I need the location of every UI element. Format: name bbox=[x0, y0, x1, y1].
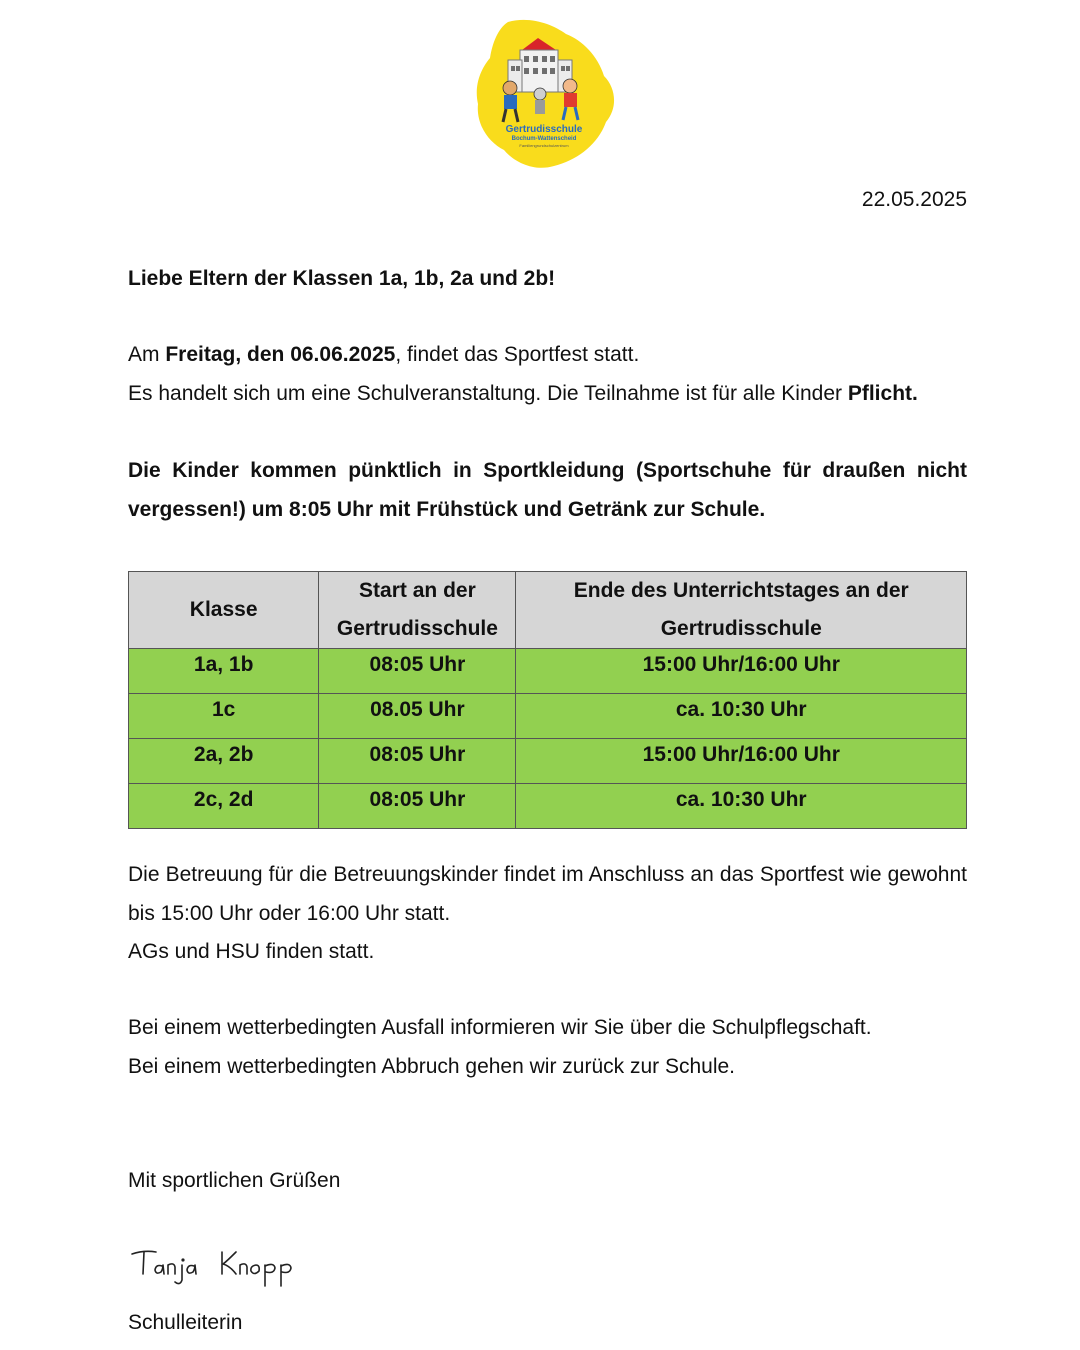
care-text: Die Betreuung für die Betreuungskinder findet im Anschluss an das Sportfest wie gewohnt bis 15:00 Uhr oder 16:00 Uhr statt. bbox=[128, 863, 967, 925]
ags-text: AGs und HSU finden statt. bbox=[128, 940, 375, 963]
intro-line-2: Es handelt sich um eine Schulveranstaltung. Die Teilnahme ist für alle Kinder Pflicht. bbox=[128, 381, 918, 405]
table-row bbox=[129, 739, 967, 784]
weather-line-1: Bei einem wetterbedingten Ausfall informieren wir Sie über die Schulpflegschaft. bbox=[128, 1016, 872, 1039]
svg-text:Familiengrundschulzentrum: Familiengrundschulzentrum bbox=[519, 143, 569, 148]
weather-paragraph bbox=[128, 1009, 967, 1086]
cell-start: 08:05 Uhr bbox=[319, 649, 516, 694]
svg-text:Bochum-Wattenscheid: Bochum-Wattenscheid bbox=[511, 136, 577, 142]
intro-paragraph bbox=[128, 336, 967, 413]
header-start: Start an der Gertrudisschule bbox=[319, 572, 516, 649]
header-class: Klasse bbox=[129, 572, 319, 649]
cell-end: 15:00 Uhr/16:00 Uhr bbox=[516, 739, 967, 784]
table-header-row bbox=[129, 572, 967, 649]
svg-text:Gertrudisschule: Gertrudisschule bbox=[505, 124, 583, 135]
letter-date: 22.05.2025 bbox=[861, 188, 967, 211]
greeting: Liebe Eltern der Klassen 1a, 1b, 2a und 2b! bbox=[128, 267, 556, 290]
cell-end: 15:00 Uhr/16:00 Uhr bbox=[516, 649, 967, 694]
signatory-role: Schulleiterin bbox=[128, 1311, 243, 1334]
instructions-paragraph: Die Kinder kommen pünktlich in Sportkleidung (Sportschuhe für draußen nicht vergessen!) um 8:05 Uhr mit Frühstück und Getränk zur Schule. bbox=[128, 459, 967, 521]
cell-class: 2c, 2d bbox=[129, 784, 319, 829]
table-row bbox=[129, 649, 967, 694]
school-logo bbox=[470, 14, 620, 174]
cell-start: 08:05 Uhr bbox=[319, 739, 516, 784]
cell-end: ca. 10:30 Uhr bbox=[516, 784, 967, 829]
table-row bbox=[129, 784, 967, 829]
cell-end: ca. 10:30 Uhr bbox=[516, 694, 967, 739]
cell-start: 08:05 Uhr bbox=[319, 784, 516, 829]
handwritten-signature bbox=[130, 1240, 320, 1290]
header-end: Ende des Unterrichtstages an der Gertrudisschule bbox=[516, 572, 967, 649]
table-row bbox=[129, 694, 967, 739]
mandatory-label: Pflicht. bbox=[847, 381, 918, 405]
weather-line-2: Bei einem wetterbedingten Abbruch gehen wir zurück zur Schule. bbox=[128, 1054, 736, 1078]
cell-start: 08.05 Uhr bbox=[319, 694, 516, 739]
event-date: Freitag, den 06.06.2025 bbox=[165, 343, 396, 366]
cell-class: 1c bbox=[129, 694, 319, 739]
closing-greeting: Mit sportlichen Grüßen bbox=[128, 1169, 341, 1192]
care-paragraph bbox=[128, 856, 967, 972]
cell-class: 1a, 1b bbox=[129, 649, 319, 694]
intro-line-1: Am Freitag, den 06.06.2025, findet das Sportfest statt. bbox=[128, 343, 640, 366]
schedule-table bbox=[128, 571, 967, 829]
cell-class: 2a, 2b bbox=[129, 739, 319, 784]
